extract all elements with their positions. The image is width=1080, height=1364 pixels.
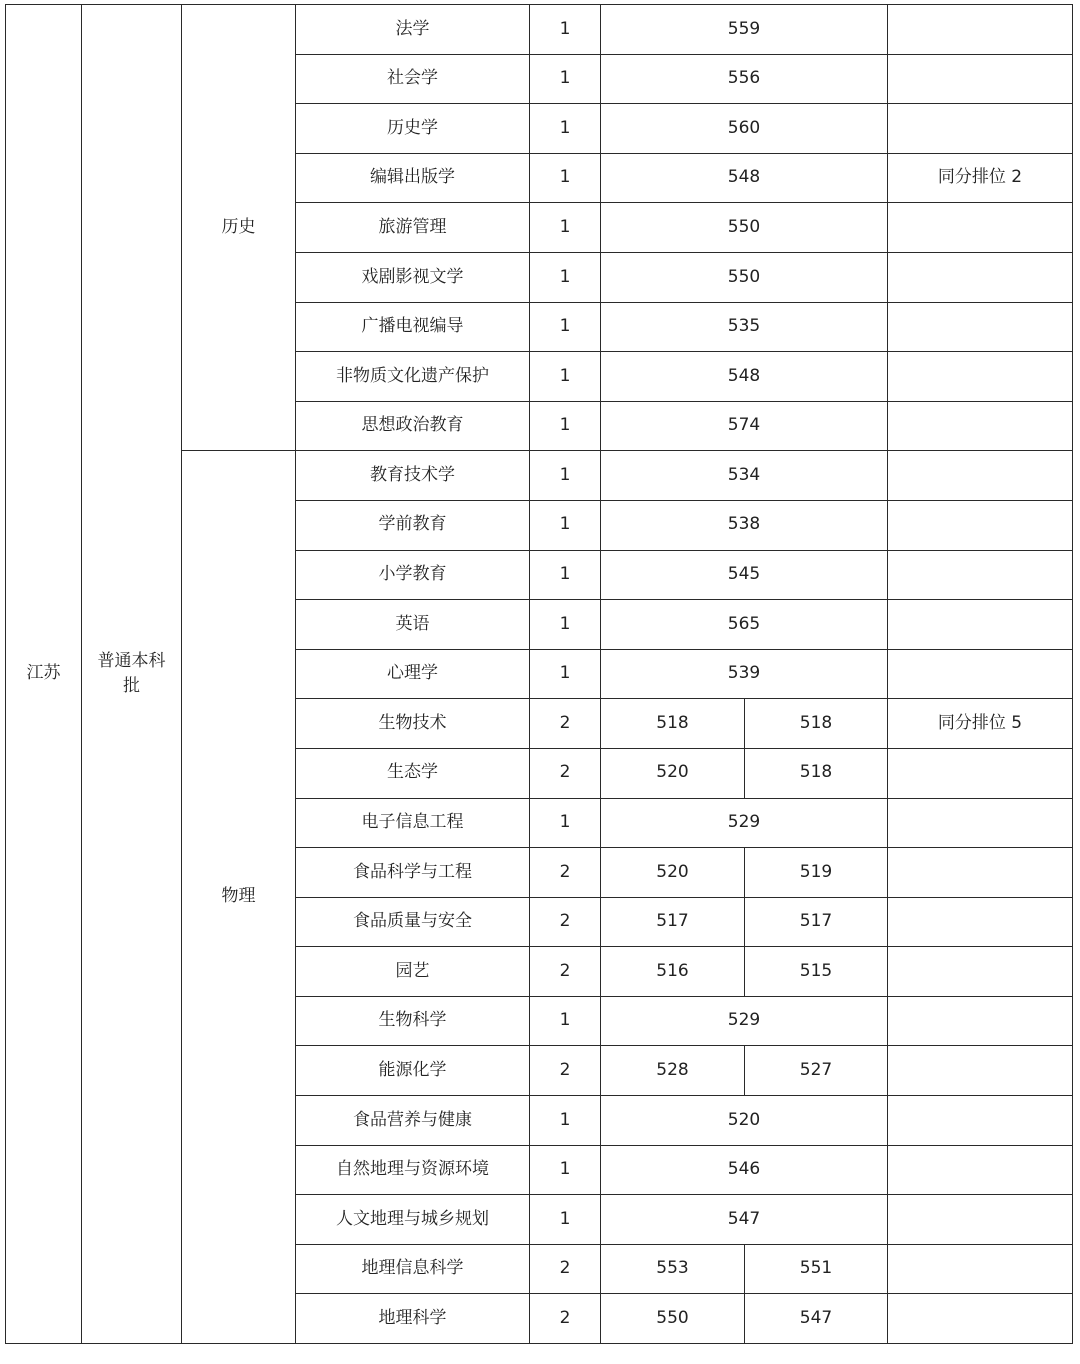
major-name-cell: 地理信息科学 bbox=[296, 1244, 530, 1294]
plan-count-cell: 1 bbox=[530, 451, 601, 501]
note-cell bbox=[888, 798, 1073, 848]
score-cell: 550 bbox=[601, 203, 888, 253]
note-cell bbox=[888, 451, 1073, 501]
major-name-cell: 思想政治教育 bbox=[296, 401, 530, 451]
min-score-cell: 517 bbox=[745, 897, 888, 947]
subject-cell: 历史 bbox=[182, 5, 296, 451]
major-name-cell: 英语 bbox=[296, 600, 530, 650]
min-score-cell: 518 bbox=[745, 699, 888, 749]
score-cell: 560 bbox=[601, 104, 888, 154]
table-row bbox=[6, 5, 1073, 55]
max-score-cell: 553 bbox=[601, 1244, 745, 1294]
plan-count-cell: 1 bbox=[530, 401, 601, 451]
score-cell: 547 bbox=[601, 1195, 888, 1245]
note-cell bbox=[888, 649, 1073, 699]
note-cell bbox=[888, 401, 1073, 451]
major-name-cell: 旅游管理 bbox=[296, 203, 530, 253]
major-name-cell: 社会学 bbox=[296, 54, 530, 104]
plan-count-cell: 2 bbox=[530, 748, 601, 798]
note-cell bbox=[888, 947, 1073, 997]
max-score-cell: 520 bbox=[601, 848, 745, 898]
score-cell: 565 bbox=[601, 600, 888, 650]
plan-count-cell: 1 bbox=[530, 54, 601, 104]
score-cell: 545 bbox=[601, 550, 888, 600]
plan-count-cell: 1 bbox=[530, 252, 601, 302]
score-cell: 529 bbox=[601, 798, 888, 848]
min-score-cell: 551 bbox=[745, 1244, 888, 1294]
note-cell bbox=[888, 897, 1073, 947]
min-score-cell: 518 bbox=[745, 748, 888, 798]
note-cell bbox=[888, 1294, 1073, 1344]
min-score-cell: 547 bbox=[745, 1294, 888, 1344]
note-cell bbox=[888, 600, 1073, 650]
major-name-cell: 电子信息工程 bbox=[296, 798, 530, 848]
note-cell bbox=[888, 54, 1073, 104]
plan-count-cell: 1 bbox=[530, 104, 601, 154]
plan-count-cell: 1 bbox=[530, 1096, 601, 1146]
plan-count-cell: 1 bbox=[530, 649, 601, 699]
min-score-cell: 519 bbox=[745, 848, 888, 898]
major-name-cell: 自然地理与资源环境 bbox=[296, 1145, 530, 1195]
max-score-cell: 550 bbox=[601, 1294, 745, 1344]
major-name-cell: 学前教育 bbox=[296, 500, 530, 550]
major-name-cell: 历史学 bbox=[296, 104, 530, 154]
note-cell bbox=[888, 1046, 1073, 1096]
max-score-cell: 520 bbox=[601, 748, 745, 798]
score-cell: 574 bbox=[601, 401, 888, 451]
score-cell: 548 bbox=[601, 153, 888, 203]
note-cell bbox=[888, 1195, 1073, 1245]
batch-cell: 普通本科批 bbox=[82, 5, 182, 1344]
major-name-cell: 人文地理与城乡规划 bbox=[296, 1195, 530, 1245]
score-cell: 559 bbox=[601, 5, 888, 55]
major-name-cell: 生物科学 bbox=[296, 996, 530, 1046]
score-cell: 535 bbox=[601, 302, 888, 352]
min-score-cell: 527 bbox=[745, 1046, 888, 1096]
major-name-cell: 食品营养与健康 bbox=[296, 1096, 530, 1146]
max-score-cell: 516 bbox=[601, 947, 745, 997]
note-cell bbox=[888, 550, 1073, 600]
note-cell bbox=[888, 1096, 1073, 1146]
plan-count-cell: 2 bbox=[530, 1046, 601, 1096]
plan-count-cell: 1 bbox=[530, 352, 601, 402]
score-cell: 550 bbox=[601, 252, 888, 302]
major-name-cell: 戏剧影视文学 bbox=[296, 252, 530, 302]
score-cell: 529 bbox=[601, 996, 888, 1046]
score-cell: 538 bbox=[601, 500, 888, 550]
plan-count-cell: 1 bbox=[530, 500, 601, 550]
major-name-cell: 小学教育 bbox=[296, 550, 530, 600]
major-name-cell: 广播电视编导 bbox=[296, 302, 530, 352]
plan-count-cell: 2 bbox=[530, 897, 601, 947]
note-cell: 同分排位 5 bbox=[888, 699, 1073, 749]
major-name-cell: 食品质量与安全 bbox=[296, 897, 530, 947]
plan-count-cell: 1 bbox=[530, 153, 601, 203]
note-cell bbox=[888, 1145, 1073, 1195]
plan-count-cell: 2 bbox=[530, 848, 601, 898]
max-score-cell: 517 bbox=[601, 897, 745, 947]
score-cell: 548 bbox=[601, 352, 888, 402]
table-body bbox=[6, 5, 1073, 1344]
note-cell bbox=[888, 302, 1073, 352]
note-cell bbox=[888, 352, 1073, 402]
province-cell: 江苏 bbox=[6, 5, 82, 1344]
major-name-cell: 园艺 bbox=[296, 947, 530, 997]
plan-count-cell: 1 bbox=[530, 1195, 601, 1245]
major-name-cell: 能源化学 bbox=[296, 1046, 530, 1096]
major-name-cell: 食品科学与工程 bbox=[296, 848, 530, 898]
min-score-cell: 515 bbox=[745, 947, 888, 997]
subject-cell: 物理 bbox=[182, 451, 296, 1344]
note-cell bbox=[888, 996, 1073, 1046]
major-name-cell: 法学 bbox=[296, 5, 530, 55]
plan-count-cell: 2 bbox=[530, 699, 601, 749]
major-name-cell: 生物技术 bbox=[296, 699, 530, 749]
plan-count-cell: 1 bbox=[530, 798, 601, 848]
max-score-cell: 518 bbox=[601, 699, 745, 749]
note-cell bbox=[888, 848, 1073, 898]
plan-count-cell: 2 bbox=[530, 1244, 601, 1294]
major-name-cell: 非物质文化遗产保护 bbox=[296, 352, 530, 402]
note-cell bbox=[888, 252, 1073, 302]
admission-score-table bbox=[5, 4, 1073, 1344]
plan-count-cell: 1 bbox=[530, 302, 601, 352]
plan-count-cell: 1 bbox=[530, 550, 601, 600]
score-cell: 539 bbox=[601, 649, 888, 699]
note-cell bbox=[888, 203, 1073, 253]
score-cell: 546 bbox=[601, 1145, 888, 1195]
note-cell bbox=[888, 104, 1073, 154]
plan-count-cell: 1 bbox=[530, 996, 601, 1046]
major-name-cell: 编辑出版学 bbox=[296, 153, 530, 203]
note-cell: 同分排位 2 bbox=[888, 153, 1073, 203]
note-cell bbox=[888, 5, 1073, 55]
major-name-cell: 生态学 bbox=[296, 748, 530, 798]
note-cell bbox=[888, 1244, 1073, 1294]
plan-count-cell: 1 bbox=[530, 600, 601, 650]
major-name-cell: 心理学 bbox=[296, 649, 530, 699]
major-name-cell: 教育技术学 bbox=[296, 451, 530, 501]
note-cell bbox=[888, 500, 1073, 550]
note-cell bbox=[888, 748, 1073, 798]
plan-count-cell: 2 bbox=[530, 1294, 601, 1344]
score-cell: 534 bbox=[601, 451, 888, 501]
plan-count-cell: 1 bbox=[530, 5, 601, 55]
score-cell: 520 bbox=[601, 1096, 888, 1146]
plan-count-cell: 1 bbox=[530, 1145, 601, 1195]
major-name-cell: 地理科学 bbox=[296, 1294, 530, 1344]
max-score-cell: 528 bbox=[601, 1046, 745, 1096]
plan-count-cell: 2 bbox=[530, 947, 601, 997]
score-cell: 556 bbox=[601, 54, 888, 104]
plan-count-cell: 1 bbox=[530, 203, 601, 253]
